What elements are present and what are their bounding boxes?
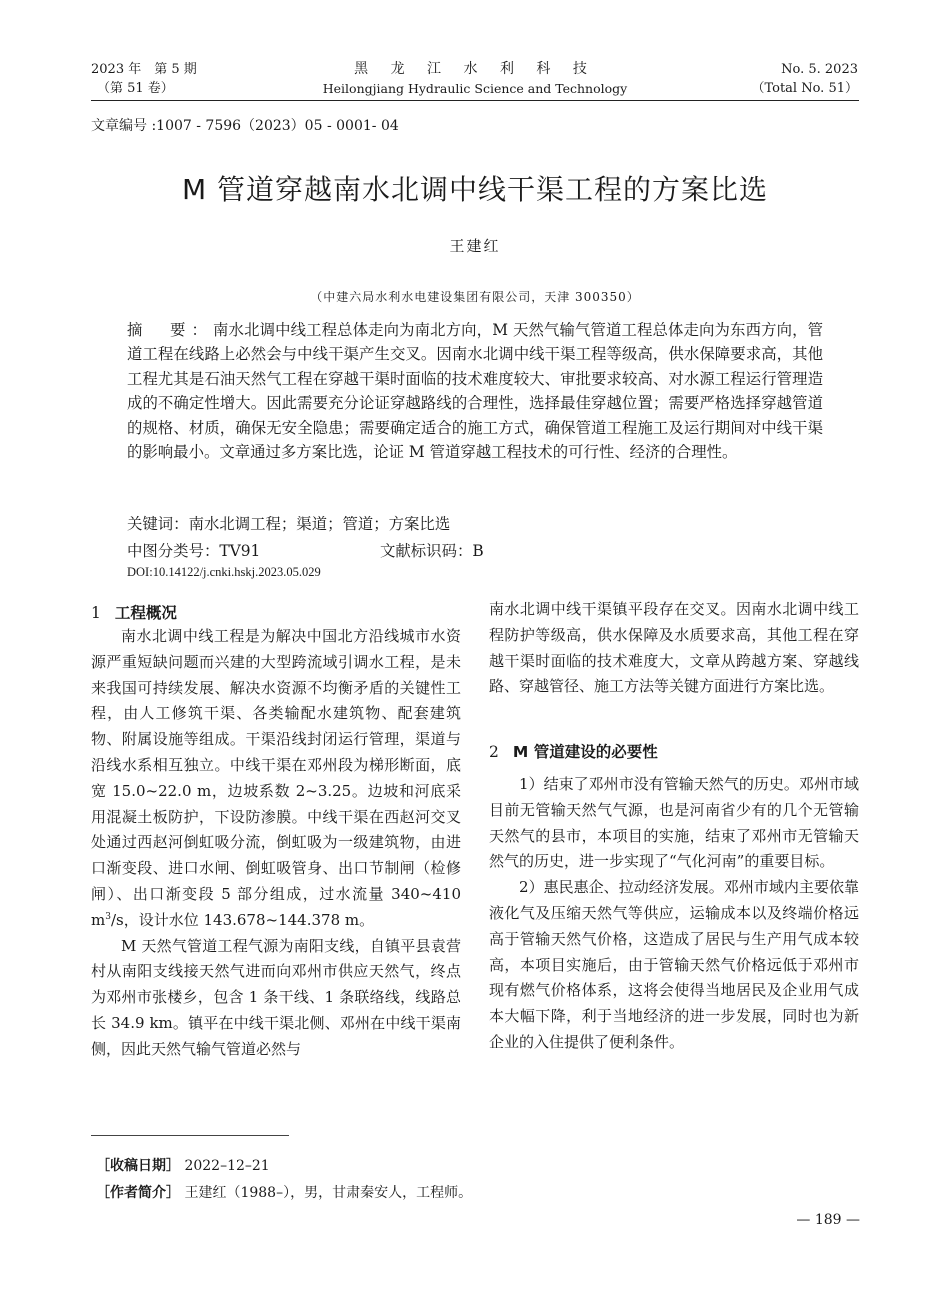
section-2-title: M 管道建设的必要性 <box>512 743 658 761</box>
paper-title: M 管道穿越南水北调中线干渠工程的方案比选 <box>181 173 769 206</box>
section-1-paragraph-2-continued: 南水北调中线干渠镇平段存在交叉。因南水北调中线工程防护等级高，供水保障及水质要求高，其他工程在穿越干渠时面临的技术难度大，文章从跨越方案、穿越线路、穿越管径、施工方法等关键方面进行方案比选。 <box>489 600 859 696</box>
issue-number-en: No. 5. 2023 <box>781 62 858 77</box>
author-bio <box>96 1182 472 1202</box>
total-number-en: （Total No. 51） <box>751 81 858 96</box>
received-label: ［收稿日期］ <box>96 1158 180 1174</box>
right-column-top <box>489 597 859 700</box>
footnote-rule <box>91 1135 289 1136</box>
abstract <box>127 318 823 464</box>
clc-number: 中图分类号：TV91 <box>127 542 261 560</box>
abstract-text: 南水北调中线工程总体走向为南北方向，M 天然气输气管道工程总体走向为东西方向，管道工程在线路上必然会与中线干渠产生交叉。因南水北调中线干渠工程等级高，供水保障要求高，其他工程尤其是石油天然气工程在穿越干渠时面临的技术难度较大、审批要求较高、对水源工程运行管理造成的不确定性增大。因此需要充分论证穿越路线的合理性，选择最佳穿越位置；需要严格选择穿越管道的规格、材质，确保无安全隐患；需要确定适合的施工方式，确保管道工程施工及运行期间对中线干渠的影响最小。文章通过多方案比选，论证 M 管道穿越工程技术的可行性、经济的合理性。 <box>127 321 823 462</box>
section-1-number: 1 <box>91 604 101 622</box>
article-number: 文章编号 :1007 - 7596（2023）05 - 0001- 04 <box>91 118 399 134</box>
section-1-title: 工程概况 <box>114 604 177 622</box>
superscript-3: 3 <box>105 911 111 922</box>
right-column-section-2 <box>489 772 859 1056</box>
journal-name-en: Heilongjiang Hydraulic Science and Technology <box>322 81 628 96</box>
section-2-paragraph-1: 1）结束了邓州市没有管输天然气的历史。邓州市域目前无管输天然气气源，也是河南省少有的几个无管输天然气的县市，本项目的实施，结束了邓州市无管输天然气的历史，进一步实现了“气化河南”的重要目标。 <box>489 775 859 871</box>
left-column <box>91 624 461 1063</box>
journal-name-cn: 黑 龙 江 水 利 科 技 <box>354 61 596 77</box>
section-2-heading <box>489 740 658 762</box>
section-2-paragraph-2: 2）惠民惠企、拉动经济发展。邓州市域内主要依靠液化气及压缩天然气等供应，运输成本以及终端价格远高于管输天然气价格，这造成了居民与生产用气成本较高，本项目实施后，由于管输天然气价格远低于邓州市现有燃气价格体系，这将会使得当地居民及企业用气成本大幅下降，利于当地经济的进一步发展，同时也为新企业的入住提供了便利条件。 <box>489 878 859 1051</box>
author-bio-label: ［作者简介］ <box>96 1185 180 1201</box>
doi: DOI:10.14122/j.cnki.hskj.2023.05.029 <box>127 565 321 579</box>
section-1-heading <box>91 601 177 623</box>
affiliation: （中建六局水利水电建设集团有限公司，天津 300350） <box>310 290 640 304</box>
header-rule <box>91 100 859 101</box>
issue-line: 2023 年 第 5 期 <box>91 62 197 77</box>
section-1-paragraph-1: 南水北调中线工程是为解决中国北方沿线城市水资源严重短缺问题而兴建的大型跨流域引调水工程，是未来我国可持续发展、解决水资源不均衡矛盾的关键性工程，由人工修筑干渠、各类输配水建筑物、配套建筑物、附属设施等组成。干渠沿线封闭运行管理，渠道与沿线水系相互独立。中线干渠在邓州段为梯形断面，底宽 15.0~22.0 m，边坡系数 2~3.25。边坡和河底采用混凝土板防护，下设防渗膜。中线干渠在西赵河交叉处通过西赵河倒虹吸分流，倒虹吸为一级建筑物，由进口渐变段、进口水闸、倒虹吸管身、出口节制闸（检修闸）、出口渐变段 5 部分组成，过水流量 340~410 $m^3/s$，设计水位 143.678~144.378 m。 <box>91 627 461 929</box>
header-left <box>91 60 291 98</box>
author-bio-text: 王建红（1988–），男，甘肃秦安人，工程师。 <box>184 1185 473 1201</box>
document-code: 文献标识码：B <box>380 542 484 560</box>
header-right <box>658 60 858 98</box>
received-value: 2022–12–21 <box>184 1158 270 1174</box>
header-center <box>300 60 650 98</box>
author-name: 王建红 <box>449 237 501 255</box>
section-2-number: 2 <box>489 743 499 761</box>
section-1-paragraph-2: M 天然气管道工程气源为南阳支线，自镇平县袁营村从南阳支线接天然气进而向邓州市供应天然气，终点为邓州市张楼乡，包含 1 条干线、1 条联络线，线路总长 34.9 km。镇平在中线干渠北侧、邓州在中线干渠南侧，因此天然气输气管道必然与 <box>91 936 461 1058</box>
abstract-label: 摘 要： <box>127 321 214 339</box>
volume-line: （第 51 卷） <box>97 81 174 96</box>
received-date <box>96 1155 270 1175</box>
keywords: 关键词：南水北调工程；渠道；管道；方案比选 <box>127 515 451 533</box>
classification-line <box>127 539 484 561</box>
page-number: — 189 — <box>796 1212 860 1228</box>
